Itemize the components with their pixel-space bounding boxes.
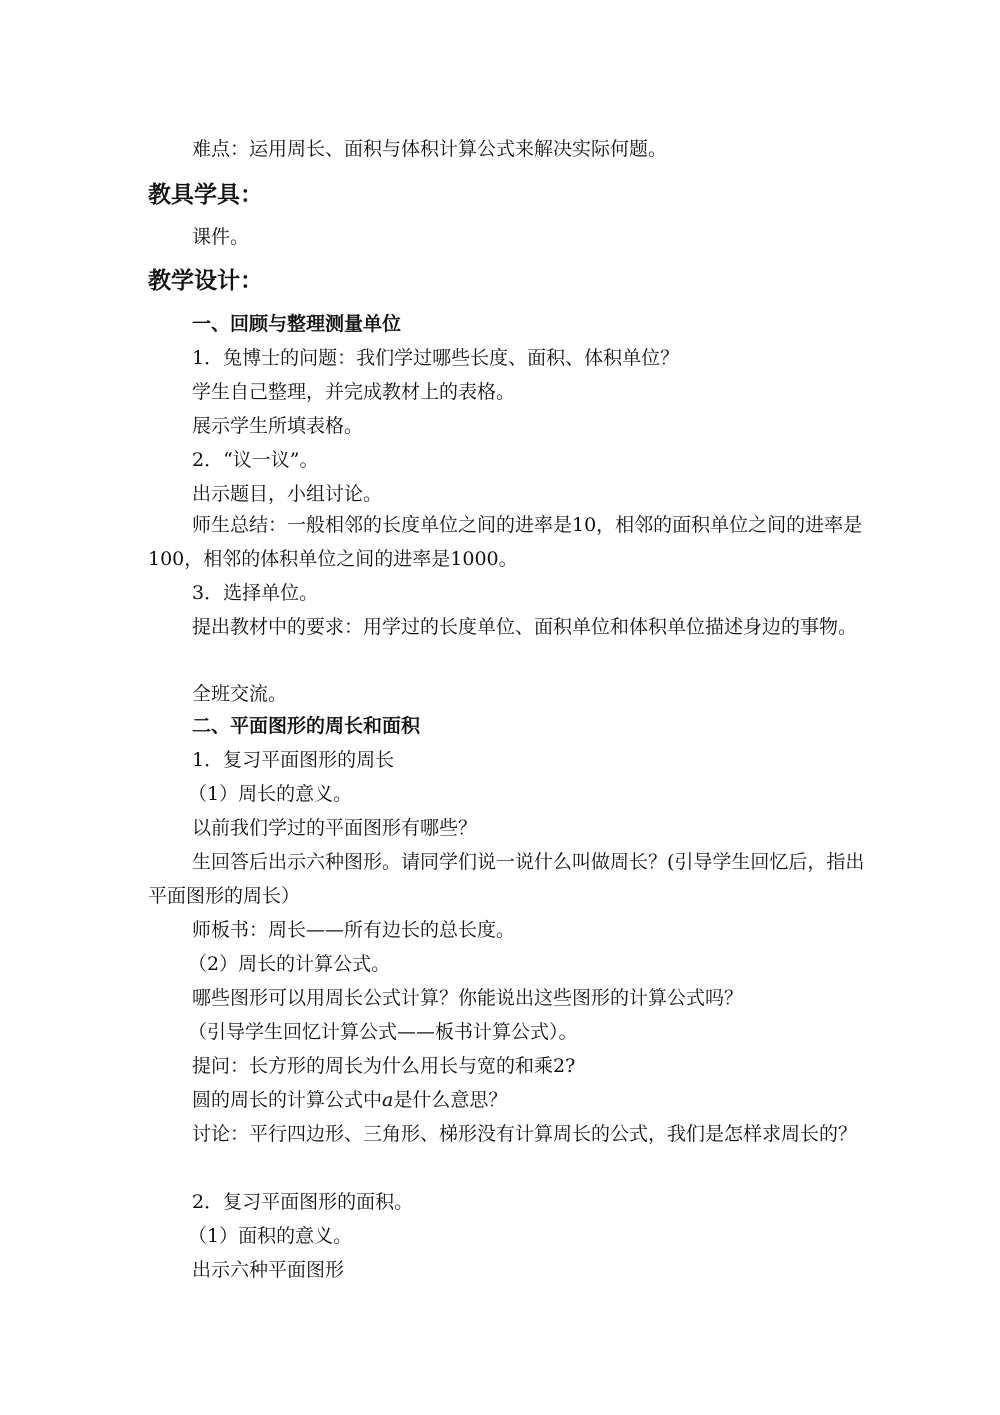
paragraph: （1）面积的意义。 [188,1225,353,1247]
paragraph: 2．“议一议”。 [192,449,319,471]
paragraph: 出示六种平面图形 [192,1259,345,1281]
paragraph: 展示学生所填表格。 [192,415,364,437]
paragraph-courseware: 课件。 [192,226,250,248]
paragraph: 师板书：周长——所有边长的总长度。 [192,919,516,941]
paragraph: 1．兔博士的问题：我们学过哪些长度、面积、体积单位？ [192,347,680,369]
paragraph: 出示题目，小组讨论。 [192,483,383,505]
paragraph: 哪些图形可以用周长公式计算？你能说出这些图形的计算公式吗？ [192,987,744,1009]
paragraph: （2）周长的计算公式。 [188,953,391,975]
paragraph: 3．选择单位。 [192,582,319,604]
paragraph: （1）周长的意义。 [188,783,353,805]
text-segment: 是什么意思？ [393,1089,508,1111]
paragraph: 全班交流。 [192,683,288,705]
difficulty-line: 难点：运用周长、面积与体积计算公式来解决实际何题。 [192,138,668,160]
paragraph: 1．复习平面图形的周长 [192,749,395,771]
section-heading-1: 一、回顾与整理测量单位 [192,313,402,335]
heading-teaching-tools: 教具学具： [148,182,263,208]
text-segment: 圆的周长的计算公式中 [192,1089,383,1111]
section-heading-2: 二、平面图形的周长和面积 [192,715,421,737]
paragraph-discussion: 讨论：平行四边形、三角形、梯形没有计算周长的公式，我们是怎样求周长的？ [192,1123,858,1145]
paragraph-requirement: 提出教材中的要求：用学过的长度单位、面积单位和体积单位描述身边的事物。 [192,616,858,638]
paragraph: 学生自己整理，并完成教材上的表格。 [192,381,516,403]
paragraph: 2．复习平面图形的面积。 [192,1191,414,1213]
paragraph: 以前我们学过的平面图形有哪些？ [192,817,478,839]
paragraph-perimeter-question: 生回答后出示六种图形。请同学们说一说什么叫做周长？(引导学生回忆后，指出平面图形的周长） [148,851,865,907]
paragraph: （引导学生回忆计算公式——板书计算公式）。 [188,1021,578,1043]
paragraph-summary: 师生总结：一般相邻的长度单位之间的进率是10，相邻的面积单位之间的进率是100，相邻的体积单位之间的进率是1000。 [148,514,863,570]
variable-a: a [382,1089,394,1111]
paragraph-circle-formula [192,1083,912,1117]
paragraph: 提问：长方形的周长为什么用长与宽的和乘2? [192,1055,576,1077]
heading-teaching-design: 教学设计： [148,268,263,294]
